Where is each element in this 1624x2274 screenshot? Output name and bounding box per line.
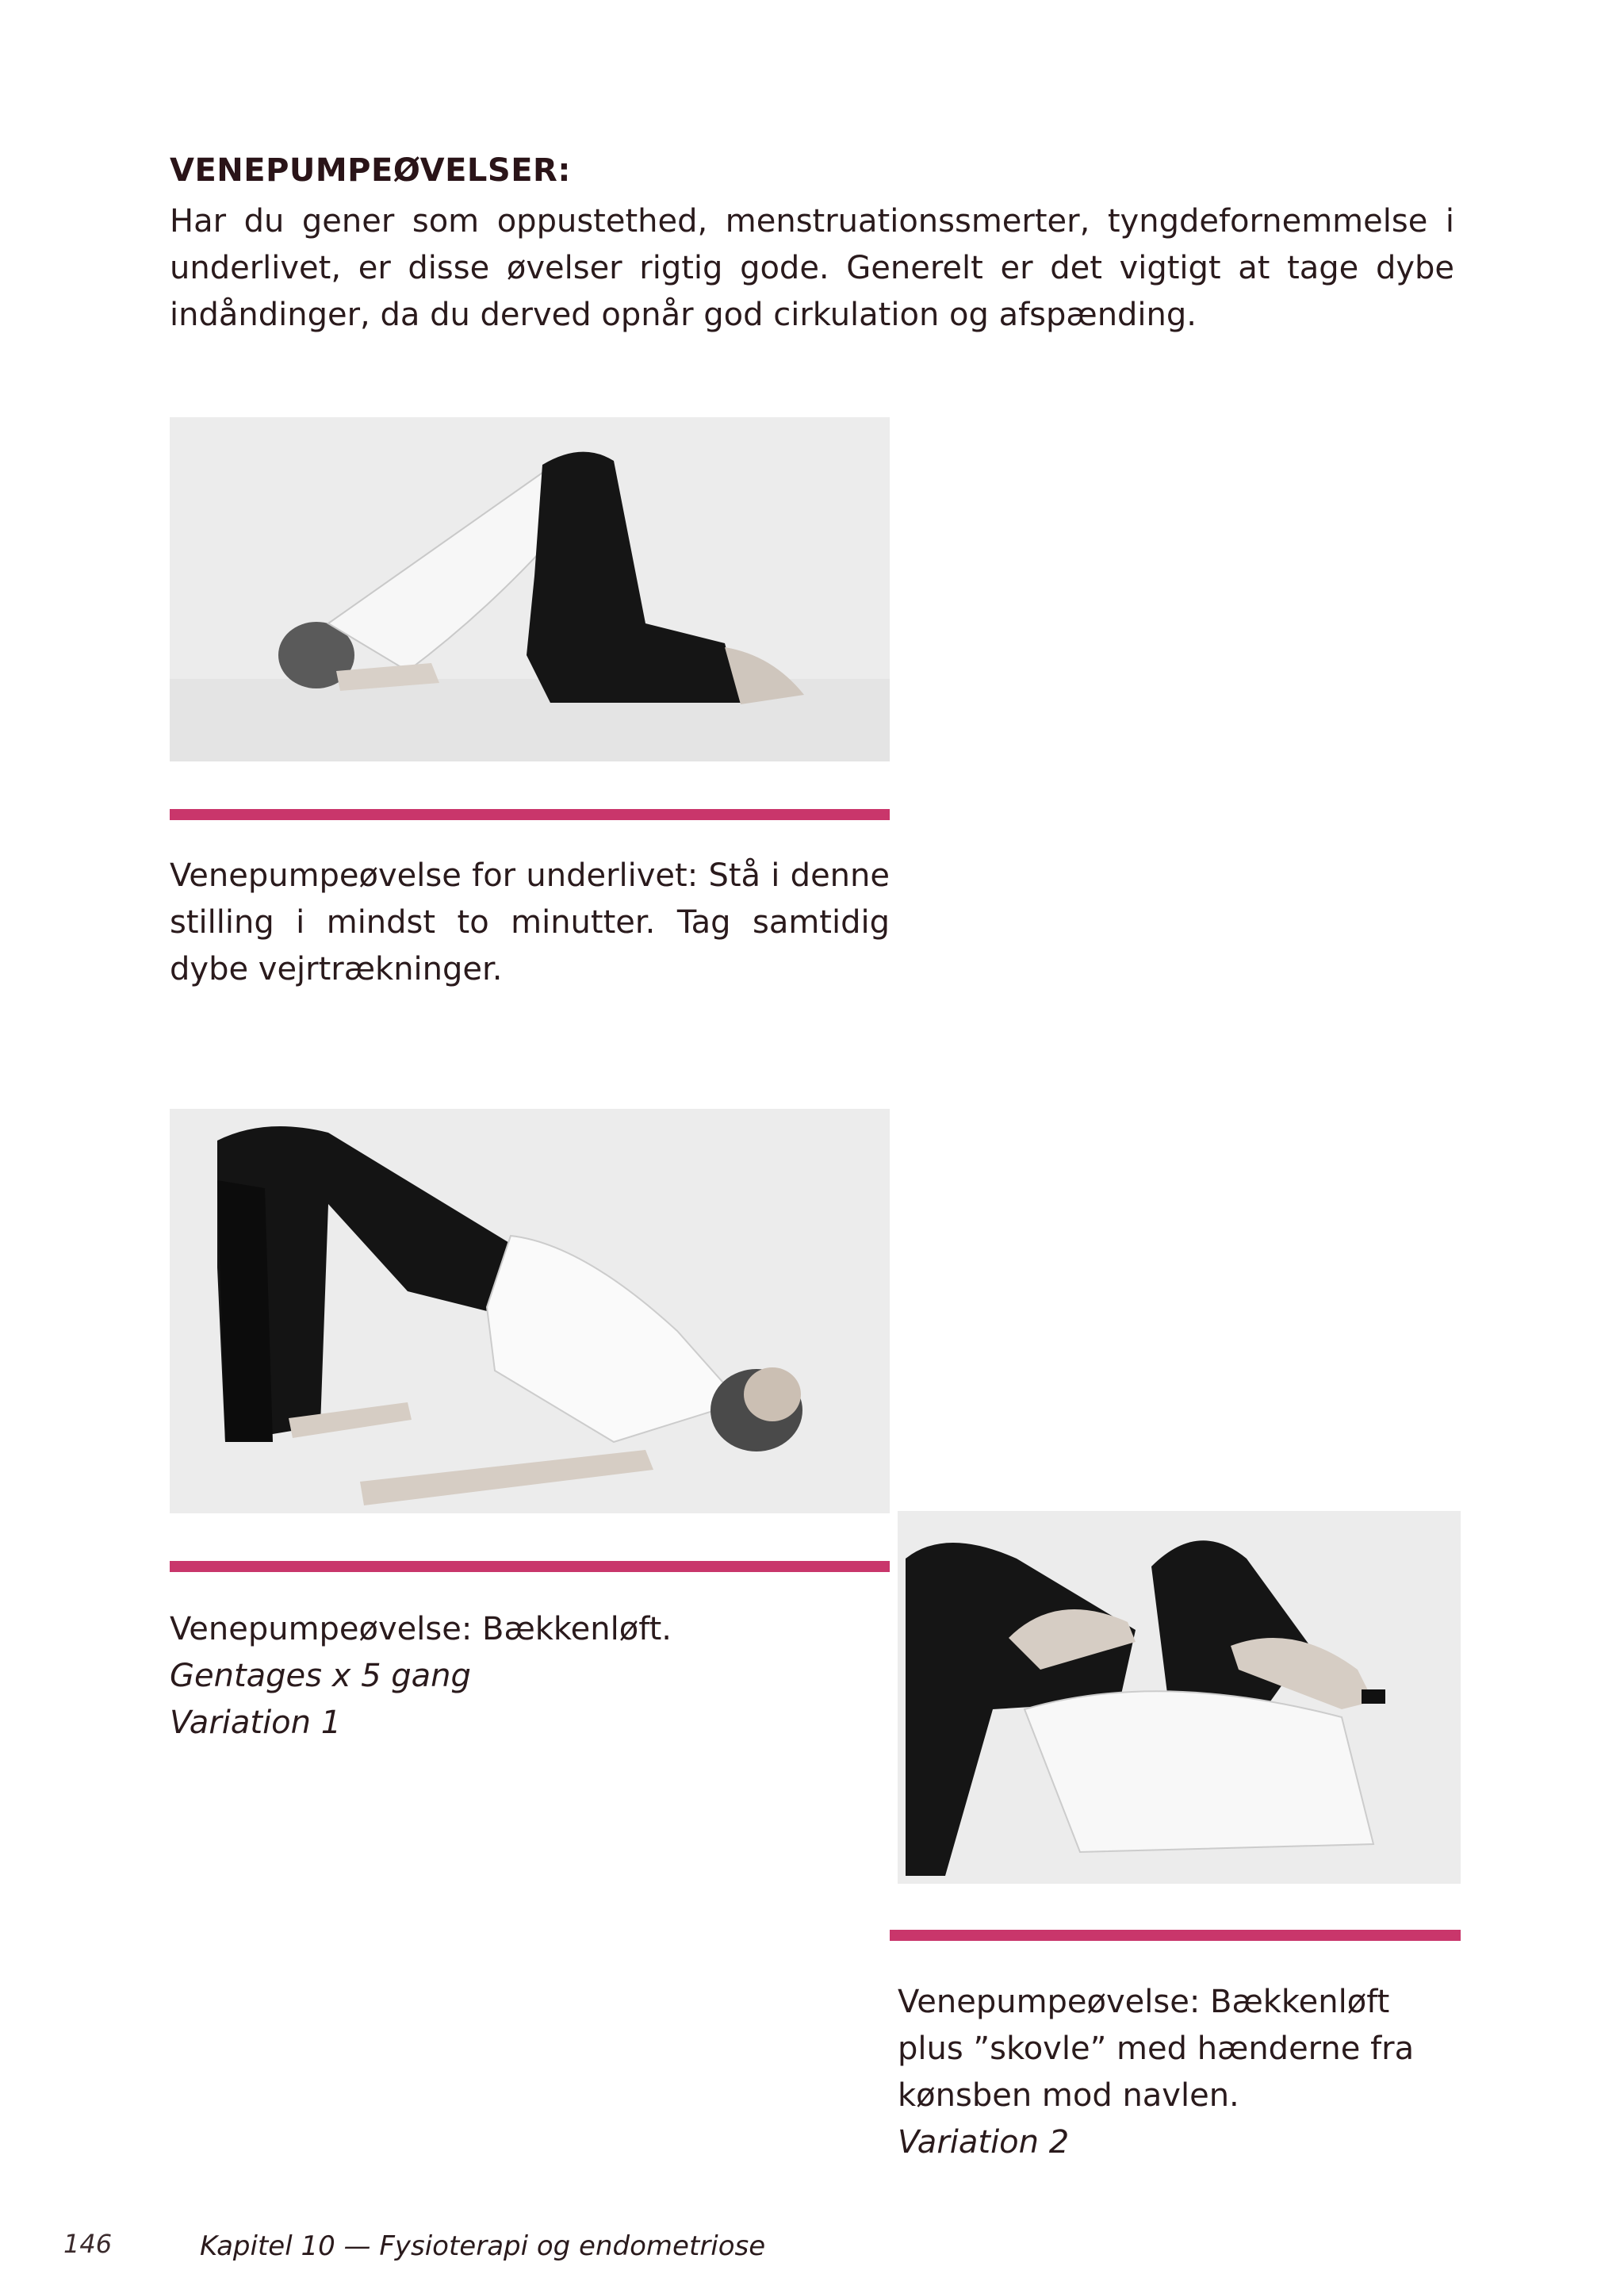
caption-3-line-2: plus ”skovle” med hænderne fra xyxy=(898,2030,1415,2067)
pelvic-lift-illustration xyxy=(170,1109,890,1513)
page-number: 146 xyxy=(63,2229,113,2259)
caption-figure-1 xyxy=(170,853,890,993)
accent-bar-3 xyxy=(890,1930,1461,1941)
pelvic-lift-hands-illustration xyxy=(898,1511,1461,1884)
photo-kneeling-exercise xyxy=(170,417,890,761)
caption-2-line-3: Variation 1 xyxy=(170,1705,342,1741)
photo-pelvic-lift-hands xyxy=(898,1511,1461,1884)
accent-bar-1 xyxy=(170,809,890,820)
caption-3-line-1: Venepumpeøvelse: Bækkenløft xyxy=(898,1984,1390,2020)
caption-2-line-1: Venepumpeøvelse: Bækkenløft. xyxy=(170,1611,672,1647)
section-heading: VENEPUMPEØVELSER: xyxy=(170,152,571,189)
caption-2-line-2: Gentages x 5 gang xyxy=(170,1658,471,1694)
caption-1-text: Venepumpeøvelse for underlivet: Stå i denne stilling i mindst to minutter. Tag samtidig dybe vejrtrækninger. xyxy=(170,857,890,987)
caption-figure-2 xyxy=(170,1606,868,1747)
intro-paragraph: Har du gener som oppustethed, menstruationssmerter, tyngdefornemmelse i underlivet, er disse øvelser rigtig gode. Generelt er det vigtigt at tage dybe indåndinger, da du derved opnår god cirkulation og afspænding. xyxy=(170,203,1454,333)
accent-bar-2 xyxy=(170,1561,890,1572)
kneeling-figure-illustration xyxy=(170,417,890,761)
running-head: Kapitel 10 — Fysioterapi og endometriose xyxy=(200,2230,766,2262)
photo-pelvic-lift xyxy=(170,1109,890,1513)
caption-figure-3 xyxy=(898,1979,1469,2166)
caption-3-line-3: kønsben mod navlen. xyxy=(898,2077,1239,2114)
caption-3-line-4: Variation 2 xyxy=(898,2124,1070,2161)
